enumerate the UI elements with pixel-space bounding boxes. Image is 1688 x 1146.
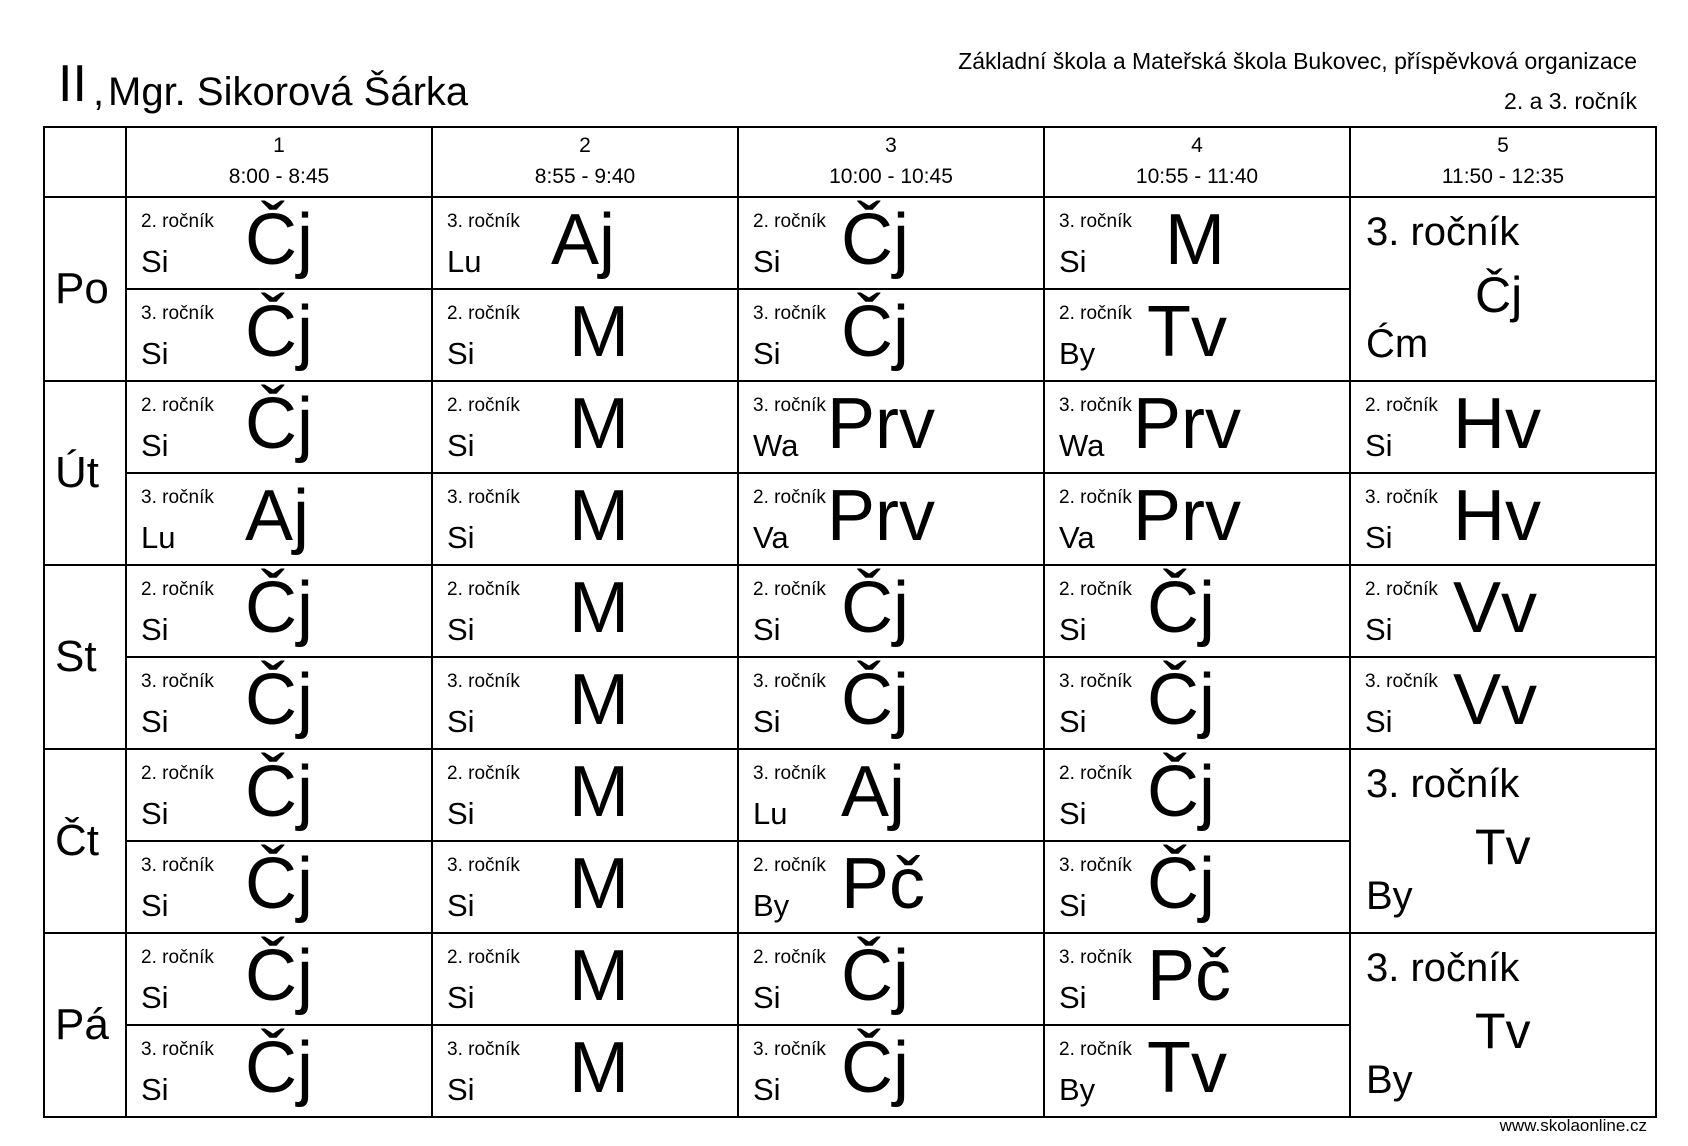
lesson-cell[interactable]: [1044, 473, 1350, 565]
lesson-teacher: Ćm: [1366, 322, 1429, 366]
header-separator: ,: [93, 70, 105, 114]
lesson-cell[interactable]: [1044, 289, 1350, 381]
lesson-cell[interactable]: [738, 749, 1044, 841]
lesson-cell[interactable]: [432, 657, 738, 749]
lesson-subject: Aj: [245, 476, 310, 556]
lesson-grade: 2. ročník: [753, 487, 826, 508]
lesson-cell[interactable]: [126, 657, 432, 749]
lesson-grade: 3. ročník: [141, 855, 214, 876]
lesson-grade: 2. ročník: [1365, 395, 1438, 416]
lesson-subject: M: [569, 384, 629, 464]
lesson-grade: 3. ročník: [447, 855, 520, 876]
lesson-teacher: By: [1366, 874, 1413, 918]
lesson-subject: M: [569, 660, 629, 740]
day-header: [44, 565, 126, 749]
lesson-subject: Prv: [1133, 476, 1241, 556]
lesson-subject: Čj: [841, 936, 909, 1016]
lesson-teacher: Si: [753, 244, 781, 279]
lesson-teacher: Lu: [447, 244, 482, 279]
lesson-cell[interactable]: [1044, 749, 1350, 841]
lesson-teacher: Si: [447, 520, 475, 555]
period-time: 8:00 - 8:45: [228, 165, 330, 188]
lesson-subject: M: [569, 568, 629, 648]
lesson-teacher: Si: [1059, 244, 1087, 279]
lesson-grade: 2. ročník: [1059, 1039, 1132, 1060]
lesson-cell[interactable]: [1350, 657, 1656, 749]
lesson-cell[interactable]: [738, 841, 1044, 933]
lesson-subject: Čj: [245, 752, 313, 832]
lesson-teacher: By: [753, 888, 790, 923]
lesson-subject: Čj: [1147, 660, 1215, 740]
lesson-teacher: Wa: [1059, 428, 1105, 463]
day-row: [44, 473, 1656, 565]
lesson-subject: Aj: [551, 200, 616, 280]
period-header-row: [44, 127, 1656, 197]
lesson-teacher: Si: [447, 1072, 475, 1107]
lesson-teacher: Wa: [753, 428, 799, 463]
lesson-cell[interactable]: [738, 657, 1044, 749]
lesson-grade: 2. ročník: [141, 211, 214, 232]
day-header: [44, 197, 126, 381]
day-row: [44, 565, 1656, 657]
period-number: 1: [273, 134, 285, 157]
lesson-subject: Čj: [245, 936, 313, 1016]
lesson-cell[interactable]: [432, 289, 738, 381]
period-header: [432, 127, 738, 197]
lesson-grade: 2. ročník: [1059, 763, 1132, 784]
lesson-grade: 2. ročník: [753, 579, 826, 600]
lesson-teacher: Si: [1059, 980, 1087, 1015]
lesson-grade: 3. ročník: [1366, 210, 1520, 254]
lesson-grade: 3. ročník: [753, 1039, 826, 1060]
lesson-cell-merged[interactable]: [1350, 933, 1656, 1117]
lesson-teacher: Si: [141, 980, 169, 1015]
lesson-grade: 3. ročník: [1059, 211, 1132, 232]
lesson-subject: Pč: [1147, 936, 1232, 1016]
lesson-cell[interactable]: [738, 381, 1044, 473]
lesson-cell[interactable]: [738, 289, 1044, 381]
lesson-grade: 3. ročník: [1059, 671, 1132, 692]
lesson-subject: Prv: [827, 476, 935, 556]
lesson-teacher: Va: [1059, 520, 1095, 555]
lesson-subject: Prv: [827, 384, 935, 464]
lesson-cell[interactable]: [1350, 473, 1656, 565]
lesson-grade: 2. ročník: [141, 947, 214, 968]
corner-cell: [44, 127, 126, 197]
lesson-teacher: Si: [1059, 704, 1087, 739]
lesson-subject: Vv: [1453, 568, 1538, 648]
lesson-teacher: Va: [753, 520, 789, 555]
lesson-grade: 3. ročník: [1059, 855, 1132, 876]
lesson-cell[interactable]: [432, 1025, 738, 1117]
lesson-subject: Čj: [841, 1028, 909, 1108]
lesson-subject: Tv: [1475, 819, 1531, 875]
lesson-subject: Čj: [1147, 752, 1215, 832]
lesson-subject: Tv: [1147, 1028, 1227, 1108]
lesson-grade: 3. ročník: [141, 671, 214, 692]
lesson-grade: 3. ročník: [1366, 946, 1520, 990]
lesson-cell[interactable]: [1044, 933, 1350, 1025]
lesson-teacher: Si: [141, 428, 169, 463]
period-time: 8:55 - 9:40: [534, 165, 636, 188]
lesson-grade: 3. ročník: [447, 1039, 520, 1060]
lesson-grade: 3. ročník: [447, 211, 520, 232]
lesson-subject: Čj: [1147, 568, 1215, 648]
lesson-subject: M: [569, 936, 629, 1016]
lesson-cell[interactable]: [738, 197, 1044, 289]
lesson-grade: 2. ročník: [447, 947, 520, 968]
lesson-cell[interactable]: [738, 565, 1044, 657]
lesson-cell[interactable]: [1350, 565, 1656, 657]
lesson-teacher: Si: [1365, 428, 1393, 463]
lesson-grade: 2. ročník: [753, 947, 826, 968]
lesson-teacher: Si: [447, 336, 475, 371]
lesson-subject: Čj: [841, 660, 909, 740]
lesson-subject: Čj: [245, 292, 313, 372]
period-number: 2: [579, 134, 591, 157]
lesson-teacher: Si: [753, 336, 781, 371]
lesson-cell[interactable]: [738, 473, 1044, 565]
lesson-cell[interactable]: [1350, 381, 1656, 473]
lesson-teacher: Si: [1365, 520, 1393, 555]
lesson-cell[interactable]: [432, 749, 738, 841]
lesson-cell-merged[interactable]: [1350, 197, 1656, 381]
lesson-cell[interactable]: [1044, 381, 1350, 473]
lesson-cell[interactable]: [432, 381, 738, 473]
lesson-cell[interactable]: [432, 473, 738, 565]
school-name: Základní škola a Mateřská škola Bukovec, příspěvková organizace: [958, 48, 1637, 74]
lesson-teacher: Lu: [753, 796, 788, 831]
lesson-cell[interactable]: [432, 565, 738, 657]
lesson-subject: M: [1165, 200, 1225, 280]
lesson-cell[interactable]: [1044, 1025, 1350, 1117]
lesson-grade: 3. ročník: [447, 487, 520, 508]
lesson-teacher: Si: [447, 980, 475, 1015]
lesson-grade: 3. ročník: [141, 487, 214, 508]
lesson-grade: 2. ročník: [1059, 303, 1132, 324]
lesson-cell[interactable]: [126, 197, 432, 289]
lesson-subject: Hv: [1453, 476, 1541, 556]
lesson-grade: 3. ročník: [753, 395, 826, 416]
lesson-teacher: Si: [141, 612, 169, 647]
lesson-cell[interactable]: [738, 1025, 1044, 1117]
lesson-cell[interactable]: [432, 197, 738, 289]
lesson-teacher: Si: [141, 244, 169, 279]
lesson-cell[interactable]: [432, 841, 738, 933]
day-header: [44, 381, 126, 565]
lesson-cell[interactable]: [1044, 841, 1350, 933]
lesson-teacher: Si: [1365, 612, 1393, 647]
lesson-subject: Čj: [841, 200, 909, 280]
lesson-subject: Čj: [841, 568, 909, 648]
lesson-subject: Čj: [245, 568, 313, 648]
lesson-grade: 3. ročník: [1365, 671, 1438, 692]
day-label: Po: [55, 264, 109, 313]
lesson-subject: Tv: [1475, 1003, 1531, 1059]
period-number: 3: [885, 134, 897, 157]
lesson-teacher: Si: [1059, 612, 1087, 647]
lesson-cell[interactable]: [1044, 197, 1350, 289]
lesson-cell[interactable]: [126, 381, 432, 473]
lesson-subject: M: [569, 476, 629, 556]
lesson-teacher: Si: [141, 888, 169, 923]
lesson-teacher: Lu: [141, 520, 176, 555]
day-row: [44, 381, 1656, 473]
lesson-grade: 2. ročník: [141, 763, 214, 784]
lesson-teacher: Si: [141, 796, 169, 831]
lesson-teacher: Si: [141, 704, 169, 739]
lesson-subject: M: [569, 1028, 629, 1108]
lesson-grade: 2. ročník: [141, 395, 214, 416]
period-time: 10:55 - 11:40: [1135, 165, 1259, 188]
lesson-teacher: Si: [1059, 796, 1087, 831]
lesson-cell[interactable]: [126, 565, 432, 657]
lesson-subject: Čj: [245, 200, 313, 280]
lesson-grade: 3. ročník: [447, 671, 520, 692]
lesson-grade: 3. ročník: [1366, 762, 1520, 806]
lesson-subject: Tv: [1147, 292, 1227, 372]
period-header: [126, 127, 432, 197]
lesson-teacher: Si: [141, 336, 169, 371]
period-time: 10:00 - 10:45: [829, 165, 953, 188]
lesson-subject: Vv: [1453, 660, 1538, 740]
lesson-cell[interactable]: [126, 473, 432, 565]
period-time: 11:50 - 12:35: [1441, 165, 1565, 188]
lesson-grade: 2. ročník: [447, 395, 520, 416]
lesson-teacher: Si: [1059, 888, 1087, 923]
lesson-cell[interactable]: [126, 289, 432, 381]
lesson-subject: Aj: [841, 752, 906, 832]
lesson-subject: M: [569, 752, 629, 832]
lesson-grade: 2. ročník: [447, 763, 520, 784]
lesson-grade: 3. ročník: [753, 303, 826, 324]
day-header: [44, 933, 126, 1117]
day-row: [44, 933, 1656, 1025]
period-header: [738, 127, 1044, 197]
lesson-subject: Čj: [1147, 844, 1215, 924]
grade-info: 2. a 3. ročník: [1504, 88, 1637, 114]
lesson-teacher: By: [1059, 1072, 1096, 1107]
lesson-cell[interactable]: [126, 1025, 432, 1117]
day-label: Pá: [55, 1000, 109, 1049]
day-label: Út: [55, 448, 99, 497]
lesson-grade: 3. ročník: [1059, 947, 1132, 968]
teacher-name: Mgr. Sikorová Šárka: [108, 70, 469, 114]
lesson-subject: M: [569, 292, 629, 372]
lesson-teacher: Si: [447, 612, 475, 647]
lesson-grade: 3. ročník: [141, 1039, 214, 1060]
lesson-teacher: By: [1366, 1058, 1413, 1102]
lesson-subject: Čj: [245, 660, 313, 740]
lesson-subject: Čj: [245, 1028, 313, 1108]
period-header: [1044, 127, 1350, 197]
lesson-cell[interactable]: [1044, 565, 1350, 657]
day-label: St: [55, 632, 97, 681]
day-header: [44, 749, 126, 933]
class-code: II: [58, 55, 87, 113]
lesson-teacher: Si: [447, 888, 475, 923]
lesson-grade: 3. ročník: [141, 303, 214, 324]
lesson-subject: Hv: [1453, 384, 1541, 464]
lesson-teacher: Si: [447, 704, 475, 739]
lesson-subject: Prv: [1133, 384, 1241, 464]
lesson-cell[interactable]: [432, 933, 738, 1025]
lesson-grade: 2. ročník: [1365, 579, 1438, 600]
lesson-grade: 3. ročník: [1059, 395, 1132, 416]
lesson-cell[interactable]: [126, 933, 432, 1025]
lesson-teacher: By: [1059, 336, 1096, 371]
lesson-cell[interactable]: [738, 933, 1044, 1025]
lesson-grade: 2. ročník: [1059, 579, 1132, 600]
period-number: 4: [1191, 134, 1203, 157]
lesson-cell[interactable]: [1044, 657, 1350, 749]
footer-url[interactable]: www.skolaonline.cz: [1499, 1116, 1647, 1135]
day-row: [44, 657, 1656, 749]
lesson-teacher: Si: [141, 1072, 169, 1107]
day-label: Čt: [55, 816, 99, 865]
lesson-grade: 3. ročník: [753, 671, 826, 692]
day-row: [44, 197, 1656, 289]
lesson-teacher: Si: [447, 428, 475, 463]
lesson-grade: 3. ročník: [1365, 487, 1438, 508]
lesson-teacher: Si: [753, 1072, 781, 1107]
lesson-cell[interactable]: [126, 841, 432, 933]
lesson-teacher: Si: [447, 796, 475, 831]
lesson-grade: 2. ročník: [447, 579, 520, 600]
lesson-teacher: Si: [753, 980, 781, 1015]
period-number: 5: [1497, 134, 1509, 157]
period-header: [1350, 127, 1656, 197]
lesson-teacher: Si: [753, 704, 781, 739]
lesson-subject: Pč: [841, 844, 926, 924]
lesson-grade: 3. ročník: [753, 763, 826, 784]
lesson-grade: 2. ročník: [141, 579, 214, 600]
lesson-subject: Čj: [841, 292, 909, 372]
lesson-teacher: Si: [1365, 704, 1393, 739]
lesson-subject: Čj: [245, 844, 313, 924]
day-row: [44, 749, 1656, 841]
lesson-grade: 2. ročník: [1059, 487, 1132, 508]
lesson-cell[interactable]: [126, 749, 432, 841]
lesson-grade: 2. ročník: [447, 303, 520, 324]
lesson-grade: 2. ročník: [753, 855, 826, 876]
lesson-cell-merged[interactable]: [1350, 749, 1656, 933]
lesson-subject: M: [569, 844, 629, 924]
lesson-subject: Čj: [1475, 267, 1523, 323]
lesson-teacher: Si: [753, 612, 781, 647]
lesson-subject: Čj: [245, 384, 313, 464]
timetable: [43, 126, 1657, 1118]
lesson-grade: 2. ročník: [753, 211, 826, 232]
